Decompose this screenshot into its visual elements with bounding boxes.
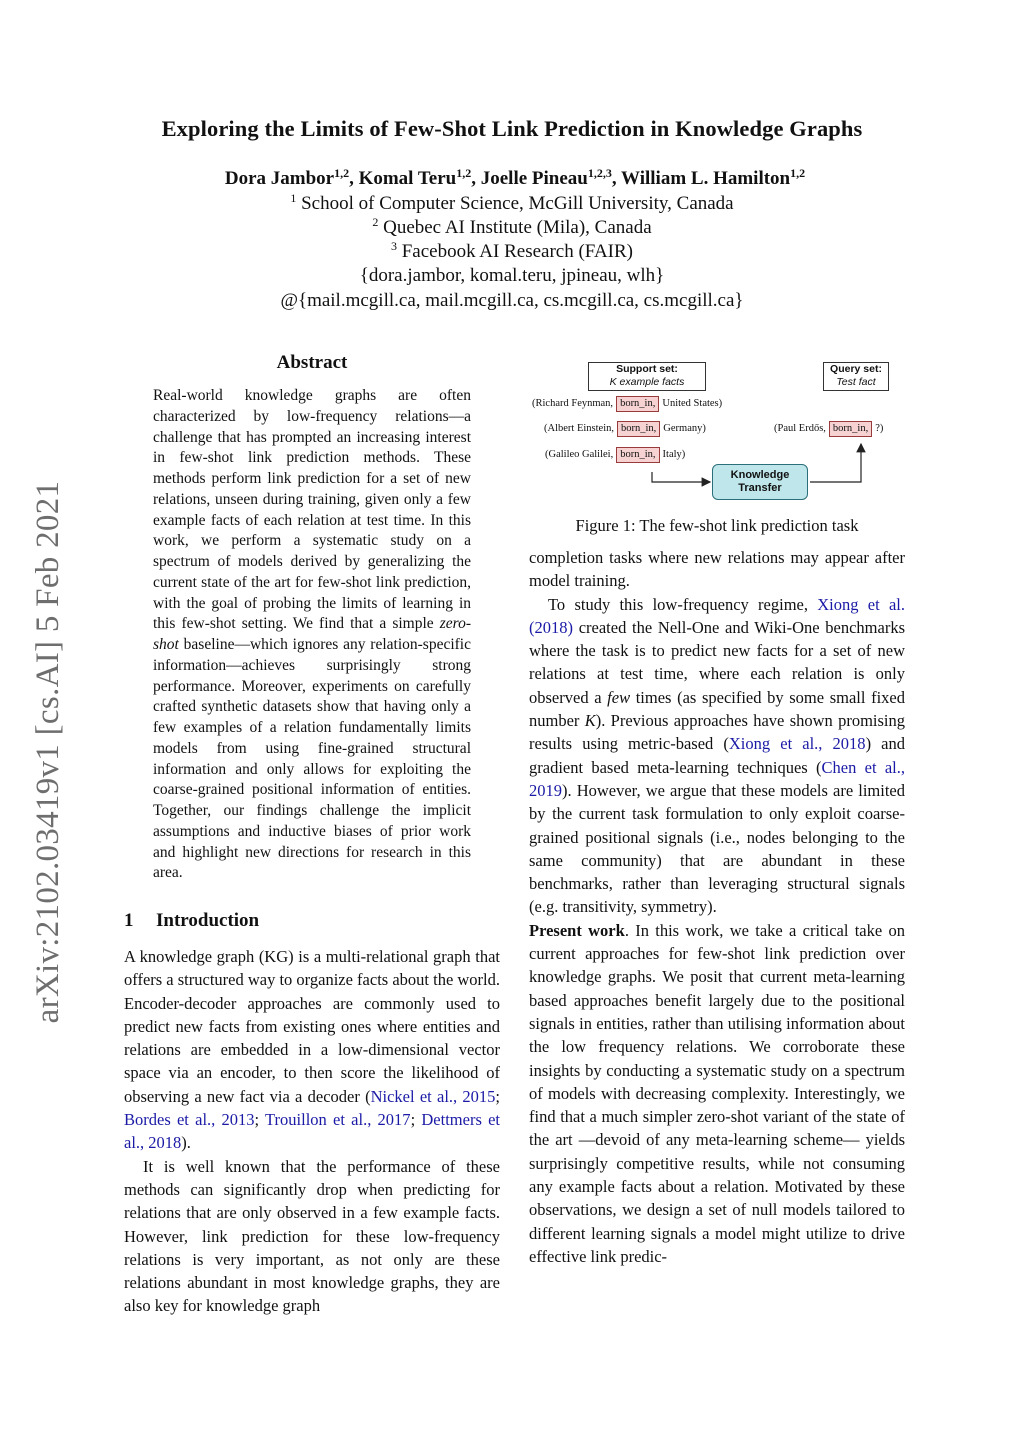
citation-link[interactable]: Bordes et al., 2013 [124,1110,255,1130]
fact-relation: born_in, [616,396,659,412]
section-heading [124,910,259,932]
fact-relation: born_in, [829,421,872,437]
arrow-support-to-transfer [652,472,710,482]
figure-1 [528,360,908,510]
fact-tail: ?) [875,423,884,434]
paragraph: It is well known that the performance of these methods can significantly drop when predicting for relations that are only observed in a few example facts. However, link prediction for these low-frequency relations is very important, as not only are these relations abundant in most knowledge graphs, they are also key for knowledge graph [124,1156,500,1316]
author-affil: 1,2,3 [587,166,612,180]
author-domains: @{mail.mcgill.ca, mail.mcgill.ca, cs.mcgill.ca, cs.mcgill.ca} [280,290,744,311]
support-fact [545,447,685,463]
abstract-body [153,386,471,884]
affiliation-2 [0,217,1024,239]
author-sep: , [611,168,622,189]
abstract-emphasis: zero-shot [153,615,471,653]
paragraph-text: times (as specified by some small fixed number [529,687,905,731]
paragraph-text: To study this low-frequency regime, [548,594,818,614]
paragraph [529,593,905,919]
author-affil: 1,2 [790,166,806,180]
citation-link[interactable]: Chen et al., 2019 [529,757,905,800]
author-sep: , [471,168,481,189]
affil-text: Facebook AI Research (FAIR) [396,241,634,262]
affil-number: 1 [290,191,297,205]
paragraph-text: . In this work, we take a critical take on current approaches for few-shot link prediction over knowledge graphs. We posit that current meta-learning based approaches benefit largely due to the positional signals in entities, rather than utilising information about the low frequency relations. We corroborate these insights by conducting a systematic study on a spectrum of models with decreasing complexity. Interestingly, we find that a much simpler zero-shot variant of the state of the art —devoid of any meta-learning scheme— yields surprisingly competitive results, while not consuming any example facts about a relation. Motivated by these observations, we design a set of null models tailored to different learning signals a model might utilize to drive effective link predic- [529,920,905,1266]
abstract-text: Real-world knowledge graphs are often characterized by low-frequency relations—a challenge that has prompted an increasing interest in few-shot link prediction methods. These methods perform link prediction for a set of new relations, unseen during training, given only a few example facts of each relation at test time. In this work, we perform a systematic study on a spectrum of models derived by generalizing the current state of the art for few-shot link prediction, with the goal of probing the limits of learning in this few-shot setting. We find that a simple [153,387,471,633]
query-set-subtitle: Test fact [836,376,876,388]
query-set-title: Query set: [830,363,882,375]
citation-link[interactable]: Trouillon et al., 2017 [265,1110,411,1130]
fact-head: (Richard Feynman, [532,398,614,409]
fact-head: (Albert Einstein, [544,423,614,434]
fact-head: (Galileo Galilei, [545,449,614,460]
support-set-subtitle: K example facts [609,376,685,388]
paper-title: Exploring the Limits of Few-Shot Link Prediction in Knowledge Graphs [161,116,863,141]
kt-line-2: Transfer [738,482,782,494]
support-fact [544,421,706,437]
affil-number: 3 [390,239,397,253]
abstract-text: baseline—which ignores any relation-specific information—achieves surprisingly strong performance. Moreover, experiments on carefully crafted synthetic datasets show that having only a few examples of a relation fundamentally limits models from using fine-grained structural information and only allows for exploiting the coarse-grained positional information of entities. Together, our findings challenge the implicit assumptions and inductive biases of prior work and highlight new directions for research in this area. [153,636,471,882]
author-name: William L. Hamilton [621,168,791,189]
affil-text: School of Computer Science, McGill University, Canada [296,193,734,214]
figure-caption: Figure 1: The few-shot link prediction task [575,516,859,535]
affil-number: 2 [372,215,379,229]
intro-left-column [124,945,500,1318]
support-set-box [588,362,706,391]
author-list [0,168,1024,190]
section-title: Introduction [156,910,260,931]
query-fact [774,421,883,437]
section-number: 1 [124,910,134,931]
author-name: Komal Teru [358,168,457,189]
math-symbol: K [584,711,596,731]
author-affil: 1,2 [334,166,350,180]
affil-text: Quebec AI Institute (Mila), Canada [378,217,652,238]
paragraph-text: ) and gradient based meta-learning techniques ( [529,734,905,777]
paragraph-text: A knowledge graph (KG) is a multi-relational graph that offers a structured way to organize facts about the world. Encoder-decoder approaches are commonly used to predict new facts from existing ones where entities and relations are embedded in a low-dimensional vector space via an encoder, to then score the likelihood of observing a new fact via a decoder ( [124,947,501,1106]
intro-right-column [529,546,905,1268]
support-set-title: Support set: [616,363,678,375]
paragraph: completion tasks where new relations may appear after model training. [529,548,905,591]
citation-link[interactable]: Xiong et al. (2018) [529,594,905,637]
paragraph-heading: Present work [529,920,625,940]
author-name: Dora Jambor [224,168,335,189]
citation-link[interactable]: Dettmers et al., 2018 [124,1110,501,1153]
kt-line-1: Knowledge [730,469,790,481]
query-set-box [823,362,889,391]
arrow-transfer-to-query [810,444,861,482]
fact-tail: Italy) [662,449,686,460]
fact-tail: Germany) [663,423,706,434]
arxiv-stamp: arXiv:2102.03419v1 [cs.AI] 5 Feb 2021 [30,480,66,1024]
fact-tail: United States) [662,398,723,409]
author-emails: {dora.jambor, komal.teru, jpineau, wlh} [359,265,665,286]
author-name: Joelle Pineau [480,168,588,189]
fact-relation: born_in, [617,421,660,437]
paragraph-text: ). However, we argue that these models are limited by the current task formulation to only exploit coarse-grained positional signals (i.e., nodes belonging to the same community) that are abundant in these benchmarks, rather than leveraging structural signals (e.g. transitivity, symmetry). [529,780,905,917]
emphasis: few [607,687,631,707]
affiliation-3 [0,241,1024,263]
citation-link[interactable]: Xiong et al., 2018 [728,734,866,754]
paragraph [529,919,905,1268]
paragraph: A knowledge graph (KG) is a multi-relational graph that offers a structured way to organize facts about the world. Encoder-decoder approaches are commonly used to predict new facts from existing ones where entities and relations are embedded in a low-dimensional vector space via an encoder, to then score the likelihood of observing a new fact via a decoder (Nickel et al., 2015; Bordes et al., 2013; Trouillon et al., 2017; Dettmers et al., 2018). [124,947,501,1153]
author-affil: 1,2 [456,166,472,180]
paragraph-text: ). [181,1133,191,1153]
affiliation-1 [0,193,1024,215]
knowledge-transfer-box [712,464,808,500]
fact-relation: born_in, [616,447,659,463]
fact-head: (Paul Erdős, [774,423,826,434]
abstract-heading: Abstract [276,352,348,373]
paragraph-text: ). Previous approaches have shown promising results using metric-based ( [529,711,906,754]
citation-link[interactable]: Nickel et al., 2015 [370,1086,496,1106]
author-sep: , [349,168,359,189]
support-fact [532,396,722,412]
paragraph-text: created the Nell-One and Wiki-One benchmarks where the task is to predict new facts for a set of new relations at test time, where each relation is only observed a [529,617,905,707]
